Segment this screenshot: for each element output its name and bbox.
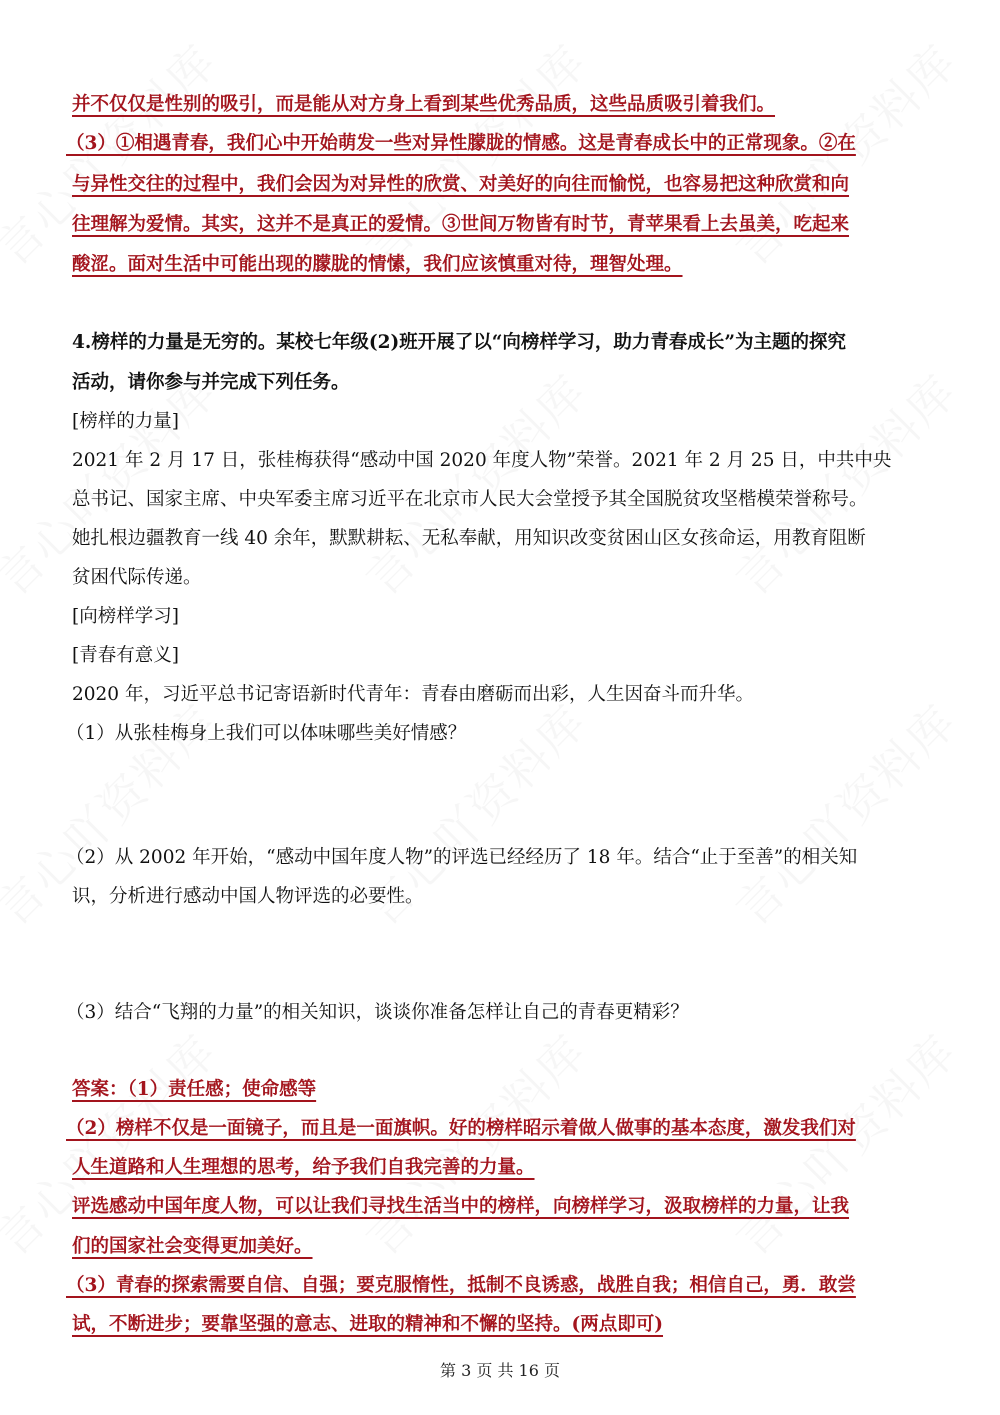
answer-line: 往理解为爱情。其实，这并不是真正的爱情。③世间万物皆有时节，青苹果看上去虽美，吃起来	[72, 214, 850, 235]
watermark	[0, 1018, 229, 1268]
section-title-role-model-power: [榜样的力量]	[72, 411, 179, 432]
watermark	[719, 1018, 969, 1268]
answer-line: （2）榜样不仅是一面镜子，而且是一面旗帜。好的榜样昭示着做人做事的基本态度，激发我们对	[66, 1118, 856, 1139]
material-line: 总书记、国家主席、中央军委主席习近平在北京市人民大会堂授予其全国脱贫攻坚楷模荣誉称号。	[72, 489, 868, 510]
answer-line: （3）青春的探索需要自信、自强；要克服惰性，抵制不良诱惑，战胜自我；相信自己，勇．敢尝	[66, 1275, 856, 1296]
watermark	[349, 1018, 599, 1268]
sub-question-2-cont: 识，分析进行感动中国人物评选的必要性。	[72, 886, 424, 907]
material-line: 她扎根边疆教育一线 40 余年，默默耕耘、无私奉献，用知识改变贫困山区女孩命运，用教育阻断	[72, 528, 866, 549]
answer-line: 与异性交往的过程中，我们会因为对异性的欣赏、对美好的向往而愉悦，也容易把这种欣赏和向	[72, 174, 850, 195]
question-stem-line: 4.榜样的力量是无穷的。某校七年级(2)班开展了以“向榜样学习，助力青春成长”为主题的探究	[72, 332, 846, 353]
answer-line: 并不仅仅是性别的吸引，而是能从对方身上看到某些优秀品质，这些品质吸引着我们。	[72, 94, 776, 115]
sub-question-1: （1）从张桂梅身上我们可以体味哪些美好情感？	[66, 723, 467, 744]
answer-line: 试，不断进步；要靠坚强的意志、进取的精神和不懈的坚持。(两点即可)	[72, 1314, 664, 1335]
sub-question-2: （2）从 2002 年开始，“感动中国年度人物”的评选已经经历了 18 年。结合“止于至善”的相关知	[66, 847, 858, 868]
material-line: 2021 年 2 月 17 日，张桂梅获得“感动中国 2020 年度人物”荣誉。2021 年 2 月 25 日，中共中央	[72, 450, 892, 471]
answer-line: 答案：（1）责任感；使命感等	[72, 1079, 317, 1100]
answer-line: 们的国家社会变得更加美好。	[72, 1236, 313, 1257]
answer-line: （3）①相遇青春，我们心中开始萌发一些对异性朦胧的情感。这是青春成长中的正常现象。②在	[66, 133, 856, 154]
question-stem-line: 活动，请你参与并完成下列任务。	[72, 372, 350, 393]
watermark	[349, 358, 599, 608]
section-title-learn-from-role-model: [向榜样学习]	[72, 606, 179, 627]
page-number: 第 3 页 共 16 页	[440, 1361, 560, 1380]
watermark	[719, 688, 969, 938]
watermark	[719, 358, 969, 608]
answer-line: 酸涩。面对生活中可能出现的朦胧的情愫，我们应该慎重对待，理智处理。	[72, 254, 683, 275]
section-title-meaningful-youth: [青春有意义]	[72, 645, 179, 666]
sub-question-3: （3）结合“飞翔的力量”的相关知识，谈谈你准备怎样让自己的青春更精彩？	[66, 1002, 689, 1023]
answer-line: 人生道路和人生理想的思考，给予我们自我完善的力量。	[72, 1157, 535, 1178]
answer-line: 评选感动中国年度人物，可以让我们寻找生活当中的榜样，向榜样学习，汲取榜样的力量，让我	[72, 1196, 850, 1217]
material-line: 贫困代际传递。	[72, 567, 202, 588]
material-line: 2020 年，习近平总书记寄语新时代青年：青春由磨砺而出彩，人生因奋斗而升华。	[72, 684, 754, 705]
